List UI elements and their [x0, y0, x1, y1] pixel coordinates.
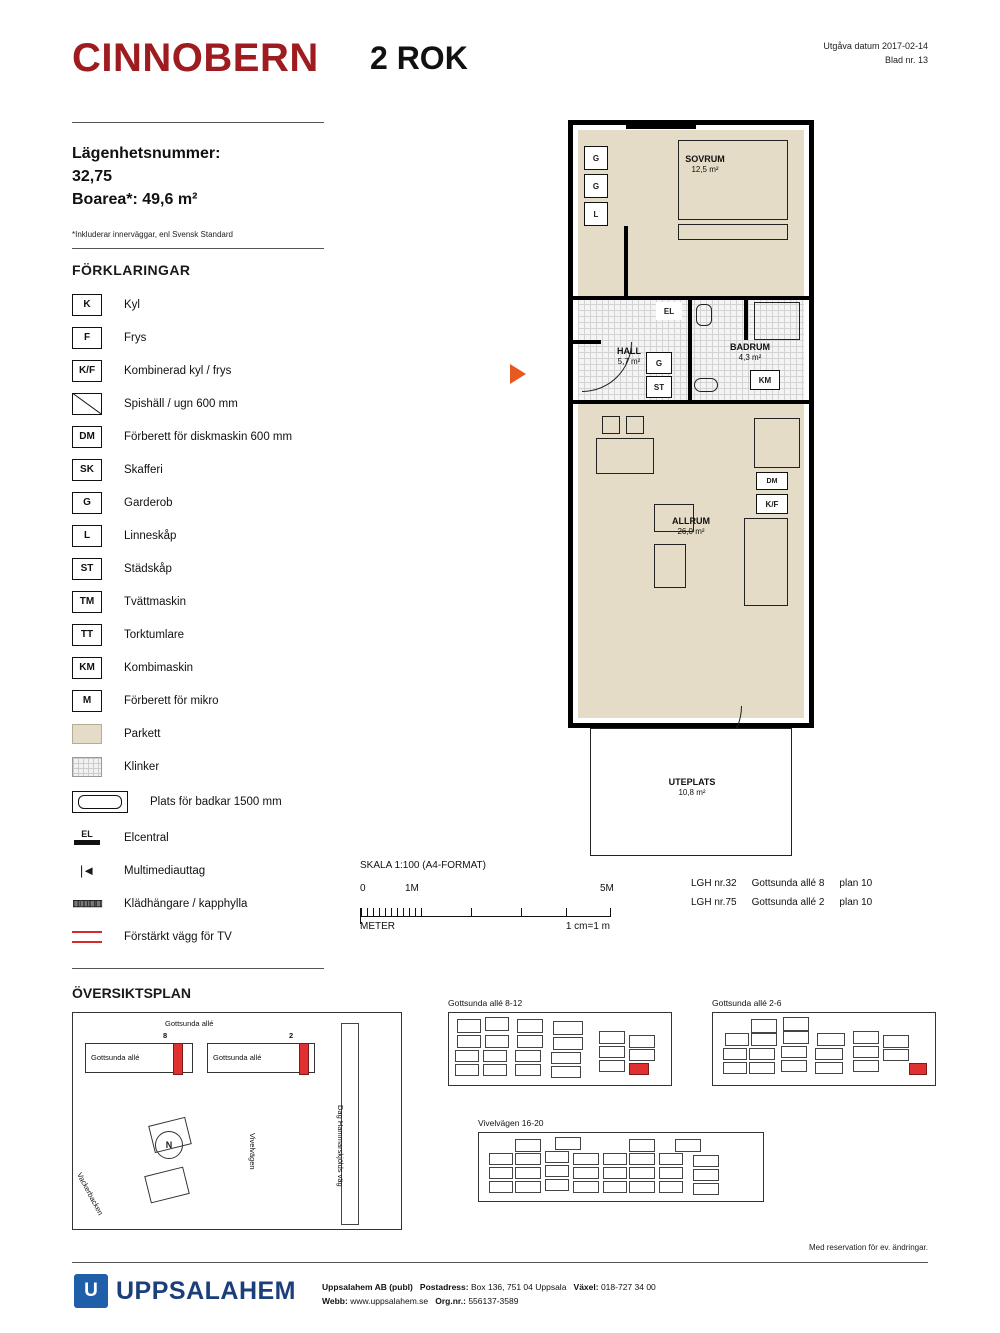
coat-hanger-icon: ▥▥▥▥	[72, 898, 102, 908]
closet-g2	[584, 174, 608, 198]
legend-label-multimedia: Multimediauttag	[124, 864, 206, 877]
mark-km: KM	[758, 375, 772, 385]
map-building-8-label: 8	[163, 1031, 168, 1040]
legend-item-linneskap	[72, 519, 372, 552]
address-lgh-2: LGH nr.75	[691, 897, 737, 908]
map-road-left-label: Vackerbacken	[75, 1171, 106, 1217]
legend-label-kombinerad: Kombinerad kyl / frys	[124, 364, 232, 377]
mark-l: L	[593, 209, 599, 219]
divider-footer	[72, 1262, 928, 1263]
legend-symbol-g: G	[72, 492, 102, 514]
scale-zero: 0	[360, 883, 366, 894]
legend-item-badkar	[72, 783, 372, 821]
bed-furniture	[678, 140, 788, 220]
building-group-8-12	[448, 998, 678, 1086]
legend-label-kombimaskin: Kombimaskin	[124, 661, 194, 674]
site-map	[72, 1012, 402, 1230]
legend-item-garderob	[72, 486, 372, 519]
bathtub-icon	[72, 791, 128, 813]
sheet-number: Blad nr. 13	[884, 54, 928, 65]
legend-label-linneskap: Linneskåp	[124, 529, 177, 542]
legend-label-klinker: Klinker	[124, 760, 160, 773]
address-lgh-1: LGH nr.32	[691, 878, 737, 889]
building-group-8-12-caption: Gottsunda allé 8-12	[448, 998, 523, 1008]
legend-label-parkett: Parkett	[124, 727, 161, 740]
toilet	[696, 304, 712, 326]
legend-item-multimedia	[72, 854, 372, 887]
page-subtitle: 2 ROK	[370, 40, 468, 76]
chair-2	[626, 416, 644, 434]
footer-company: Uppsalahem AB (publ)	[322, 1282, 413, 1292]
uppsalahem-logo-icon: U	[74, 1274, 108, 1308]
coffee-table	[654, 544, 686, 588]
legend-label-spishall: Spishäll / ugn 600 mm	[124, 397, 238, 410]
legend-symbol-st: ST	[72, 558, 102, 580]
address-row-1	[690, 874, 886, 893]
address-table	[690, 874, 886, 912]
parquet-swatch-icon	[72, 724, 102, 744]
scale-1m: 1M	[405, 883, 419, 894]
legend-label-frys: Frys	[124, 331, 147, 344]
building-group-8-12-diagram	[448, 1012, 672, 1086]
chair-1	[602, 416, 620, 434]
closet-g1	[584, 146, 608, 170]
scale-unit: METER	[360, 921, 395, 932]
mark-st: ST	[653, 382, 665, 392]
room-area-sovrum: 12,5 m²	[691, 165, 719, 175]
map-road-mid-label: Vivelvägen	[248, 1133, 257, 1170]
floor-plan-drawing	[568, 120, 814, 850]
footer-org-label: Org.nr.:	[435, 1296, 466, 1307]
room-name-allrum: ALLRUM	[672, 516, 710, 526]
legend-item-kombinerad	[72, 354, 372, 387]
room-label-hall	[594, 346, 664, 367]
map-highlight-8	[173, 1043, 183, 1075]
legend-symbol-k: K	[72, 294, 102, 316]
footer-org: 556137-3589	[468, 1296, 519, 1307]
address-plan-2: plan 10	[839, 897, 873, 908]
room-name-hall: HALL	[617, 346, 641, 356]
legend-title: FÖRKLARINGAR	[72, 262, 191, 278]
building-group-2-6	[712, 998, 942, 1086]
legend-symbol-f: F	[72, 327, 102, 349]
area-footnote: *Inkluderar innerväggar, enl Svensk Standard	[72, 230, 233, 239]
legend-label-badkar: Plats för badkar 1500 mm	[150, 796, 282, 808]
address-street-2: Gottsunda allé 2	[751, 897, 825, 908]
tile-swatch-icon	[72, 757, 102, 777]
footer-web-label: Webb:	[322, 1296, 348, 1307]
room-label-allrum	[646, 516, 736, 537]
mark-el: EL	[663, 306, 675, 316]
map-road-right-label: Dag Hammarskjölds väg	[336, 1105, 345, 1187]
legend-symbol-kf: K/F	[72, 360, 102, 382]
map-block-right-label: Gottsunda allé	[213, 1053, 262, 1062]
room-label-sovrum	[660, 154, 750, 175]
electrical-panel-plan	[656, 302, 682, 320]
legend-item-mikro	[72, 684, 372, 717]
mark-kf: K/F	[765, 499, 779, 509]
sofa	[744, 518, 788, 606]
room-label-badrum	[710, 342, 790, 363]
building-group-vivelvagen-caption: Vivelvägen 16-20	[478, 1118, 544, 1128]
legend-item-kombimaskin	[72, 651, 372, 684]
legend-label-diskmaskin: Förberett för diskmaskin 600 mm	[124, 430, 293, 443]
legend-symbol-dm: DM	[72, 426, 102, 448]
overview-title: ÖVERSIKTSPLAN	[72, 985, 192, 1001]
legend-item-torktumlare	[72, 618, 372, 651]
legend-symbol-km: KM	[72, 657, 102, 679]
legend-item-spishall	[72, 387, 372, 420]
building-group-vivelvagen	[478, 1118, 768, 1202]
compass-icon	[155, 1131, 183, 1159]
legend-item-stadskap	[72, 552, 372, 585]
page-title: CINNOBERN	[72, 36, 319, 80]
legend-label-garderob: Garderob	[124, 496, 173, 509]
legend-label-kladhangare: Klädhängare / kapphylla	[124, 897, 248, 910]
room-name-badrum: BADRUM	[730, 342, 770, 352]
footer-post: Box 136, 751 04 Uppsala	[470, 1282, 567, 1292]
address-row-2	[690, 893, 886, 912]
legend-label-tvattmaskin: Tvättmaskin	[124, 595, 186, 608]
legend-label-elcentral: Elcentral	[124, 831, 169, 844]
address-street-1: Gottsunda allé 8	[751, 878, 825, 889]
scale-5m: 5M	[600, 883, 614, 894]
divider-top	[72, 122, 324, 123]
appliance-dm	[756, 472, 788, 490]
appliance-km	[750, 370, 780, 390]
wall-bedroom-right	[744, 298, 748, 340]
scale-title: SKALA 1:100 (A4-FORMAT)	[360, 860, 486, 871]
building-group-2-6-caption: Gottsunda allé 2-6	[712, 998, 782, 1008]
building-highlight-2-6	[909, 1063, 927, 1075]
map-building-2-label: 2	[289, 1031, 294, 1040]
legend-item-skafferi	[72, 453, 372, 486]
footer-switch-label: Växel:	[573, 1282, 599, 1292]
mark-g2: G	[592, 181, 600, 191]
wall-vertical-bath	[688, 298, 692, 402]
dining-table	[596, 438, 654, 474]
document-meta	[823, 40, 928, 67]
room-area-badrum: 4,3 m²	[738, 353, 762, 363]
mark-dm: DM	[766, 477, 778, 485]
stove-icon	[72, 393, 102, 415]
mark-g1: G	[592, 153, 600, 163]
wardrobe-bedroom	[678, 224, 788, 240]
map-street-top-label: Gottsunda allé	[165, 1019, 214, 1028]
room-name-uteplats: UTEPLATS	[668, 777, 716, 787]
building-group-2-6-diagram	[712, 1012, 936, 1086]
appliance-kf	[756, 494, 788, 514]
divider-overview	[72, 968, 324, 969]
legend-item-tvattmaskin	[72, 585, 372, 618]
compass-label: N	[165, 1140, 173, 1150]
legend-item-frys	[72, 321, 372, 354]
legend-item-kyl	[72, 288, 372, 321]
wall-window-top	[626, 125, 696, 129]
legend-symbol-sk: SK	[72, 459, 102, 481]
shower-area	[754, 302, 800, 340]
footer-post-label: Postadress:	[419, 1282, 469, 1292]
divider-legend	[72, 248, 324, 249]
legend-symbol-tt: TT	[72, 624, 102, 646]
room-area-uteplats: 10,8 m²	[678, 788, 706, 798]
scale-equivalence: 1 cm=1 m	[565, 921, 610, 932]
multimedia-outlet-icon: |◄	[79, 863, 95, 878]
legend-list	[72, 288, 372, 953]
legend-symbol-tm: TM	[72, 591, 102, 613]
map-highlight-2	[299, 1043, 309, 1075]
company-name: UPPSALAHEM	[116, 1277, 297, 1305]
legend-symbol-m: M	[72, 690, 102, 712]
bathroom-sink	[694, 378, 718, 392]
legend-label-tvvagg: Förstärkt vägg för TV	[124, 930, 232, 943]
legend-item-klinker	[72, 750, 372, 783]
issue-date: Utgåva datum 2017-02-14	[823, 41, 928, 51]
room-area-hall: 5,7 m²	[617, 357, 641, 367]
scale-block	[360, 860, 630, 932]
footer-switch: 018-727 34 00	[600, 1282, 656, 1292]
footer-contact-info	[322, 1280, 656, 1309]
entrance-arrow-icon	[510, 364, 526, 384]
legend-symbol-l: L	[72, 525, 102, 547]
wall-vertical-hall	[624, 226, 628, 298]
legend-item-elcentral	[72, 821, 372, 854]
legend-label-torktumlare: Torktumlare	[124, 628, 185, 641]
legend-label-skafferi: Skafferi	[124, 463, 163, 476]
closet-l	[584, 202, 608, 226]
mark-g3: G	[655, 358, 663, 368]
terrace-outline	[590, 728, 792, 856]
kitchen-counter	[754, 418, 800, 468]
legend-item-tvvagg	[72, 920, 372, 953]
map-block-left-label: Gottsunda allé	[91, 1053, 140, 1062]
map-building-b	[144, 1167, 190, 1204]
electrical-panel-icon	[72, 830, 102, 845]
building-group-vivelvagen-diagram	[478, 1132, 764, 1202]
legend-label-kyl: Kyl	[124, 298, 140, 311]
apartment-number: 32,75	[72, 168, 113, 186]
legend-label-mikro: Förberett för mikro	[124, 694, 219, 707]
legend-label-stadskap: Städskåp	[124, 562, 172, 575]
apartment-number-label: Lägenhetsnummer:	[72, 145, 221, 162]
closet-st	[646, 376, 672, 398]
reservation-note: Med reservation för ev. ändringar.	[808, 1243, 928, 1252]
room-area-allrum: 26,0 m²	[677, 527, 705, 537]
el-icon-text: EL	[81, 828, 93, 839]
address-plan-1: plan 10	[839, 878, 873, 889]
apartment-info	[72, 142, 220, 212]
legend-item-parkett	[72, 717, 372, 750]
room-label-uteplats	[591, 777, 793, 798]
footer-web[interactable]: www.uppsalahem.se	[350, 1296, 429, 1307]
apartment-area: Boarea*: 49,6 m²	[72, 191, 198, 209]
room-name-sovrum: SOVRUM	[685, 154, 725, 164]
building-highlight-8-12	[629, 1063, 649, 1075]
legend-item-kladhangare	[72, 887, 372, 920]
legend-item-diskmaskin	[72, 420, 372, 453]
tv-wall-icon	[72, 931, 102, 943]
